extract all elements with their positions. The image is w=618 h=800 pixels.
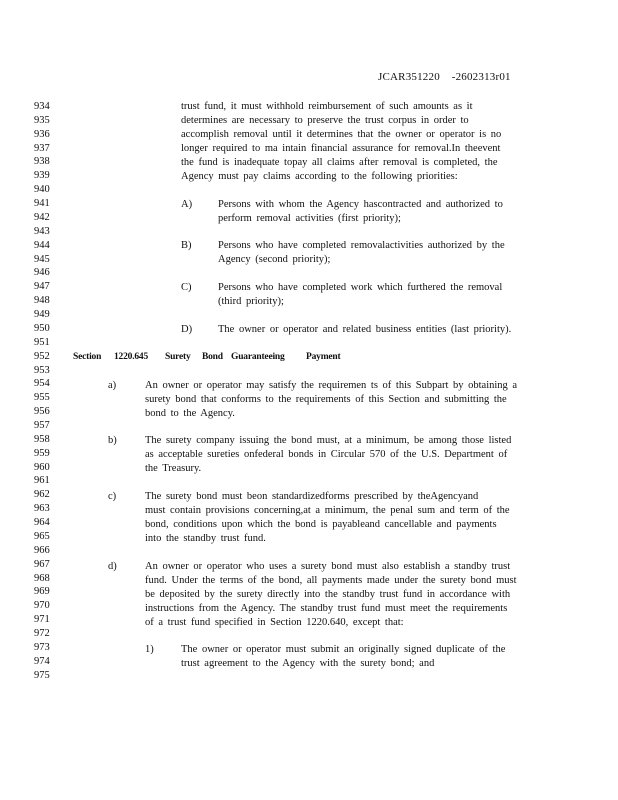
section-title-word: Guaranteeing — [231, 352, 285, 362]
text-line: must contain provisions concerning,at a minimum, the penal sum and term of the — [145, 505, 510, 516]
line-number: 970 — [34, 600, 50, 612]
text-line: bond, conditions upon which the bond is payableand cancellable and payments — [145, 519, 497, 530]
text-line: as acceptable sureties onfederal bonds in Circular 570 of the U.S. Department of — [145, 449, 508, 460]
text-line: Persons with whom the Agency hascontracted and authorized to — [218, 199, 503, 210]
section-word: Section — [73, 352, 102, 362]
text-line: be deposited by the surety directly into the standby trust fund in accordance with — [145, 589, 511, 600]
line-number: 939 — [34, 170, 50, 182]
line-number: 968 — [34, 572, 50, 584]
line-number: 965 — [34, 530, 50, 542]
line-number: 942 — [34, 211, 50, 223]
text-line: determines are necessary to preserve the trust corpus in order to — [181, 115, 469, 126]
text-line: Agency (second priority); — [218, 254, 331, 265]
text-line: (third priority); — [218, 296, 284, 307]
line-number: 963 — [34, 503, 50, 515]
section-title-word: Bond — [202, 352, 223, 362]
line-number: 956 — [34, 406, 50, 418]
subsection-label: d) — [108, 561, 117, 572]
item-label: 1) — [145, 644, 154, 655]
line-number: 934 — [34, 101, 50, 112]
line-number: 954 — [34, 378, 50, 390]
doc-id: JCAR351220 — [378, 71, 440, 83]
line-number: 952 — [34, 350, 50, 362]
line-number: 958 — [34, 433, 50, 445]
text-line: The owner or operator and related business entities (last priority). — [218, 324, 512, 335]
subsection-label: a) — [108, 380, 117, 391]
text-line: fund. Under the terms of the bond, all payments made under the surety bond must — [145, 575, 517, 586]
line-number: 962 — [34, 489, 50, 501]
line-number: 961 — [34, 475, 50, 487]
item-label: B) — [181, 240, 192, 251]
line-number: 964 — [34, 517, 50, 529]
text-line: trust fund, it must withhold reimbursement of such amounts as it — [181, 101, 473, 112]
line-number: 936 — [34, 128, 50, 140]
line-number: 941 — [34, 198, 50, 210]
text-line: An owner or operator may satisfy the requiremen ts of this Subpart by obtaining a — [145, 380, 518, 391]
line-number: 943 — [34, 225, 50, 237]
subsection-label: c) — [108, 491, 117, 502]
item-label: A) — [181, 199, 193, 210]
line-number: 959 — [34, 447, 50, 459]
text-line: the fund is inadequate topay all claims after removal is completed, the — [181, 157, 498, 168]
text-line: perform removal activities (first priority); — [218, 213, 401, 224]
text-line: accomplish removal until it determines that the owner or operator is no — [181, 129, 502, 140]
text-line: into the standby trust fund. — [145, 533, 266, 544]
line-number: 949 — [34, 309, 50, 321]
text-line: of a trust fund specified in Section 1220.640, except that: — [145, 617, 404, 628]
line-number: 972 — [34, 628, 50, 640]
line-number: 940 — [34, 184, 50, 196]
text-line: The surety company issuing the bond must, at a minimum, be among those listed — [145, 435, 512, 446]
text-line: the Treasury. — [145, 463, 202, 474]
text-line: trust agreement to the Agency with the surety bond; and — [181, 658, 435, 669]
text-line: An owner or operator who uses a surety bond must also establish a standby trust — [145, 561, 511, 572]
line-number: 948 — [34, 295, 50, 307]
line-number: 973 — [34, 641, 50, 653]
line-number: 953 — [34, 364, 50, 376]
line-number: 951 — [34, 336, 50, 348]
subsection-label: b) — [108, 435, 117, 446]
section-title-word: Surety — [165, 352, 191, 362]
line-number: 945 — [34, 253, 50, 265]
line-number: 935 — [34, 114, 50, 126]
line-number: 937 — [34, 142, 50, 154]
line-number: 957 — [34, 420, 50, 431]
text-line: surety bond that conforms to the requirements of this Section and submitting the — [145, 394, 507, 405]
text-line: Agency must pay claims according to the following priorities: — [181, 171, 458, 182]
item-label: C) — [181, 282, 192, 293]
text-line: Persons who have completed removalactivities authorized by the — [218, 240, 505, 251]
line-number: 960 — [34, 461, 50, 473]
line-number: 969 — [34, 586, 50, 598]
line-number: 966 — [34, 544, 50, 556]
section-number: 1220.645 — [114, 352, 149, 362]
line-number: 947 — [34, 281, 50, 293]
line-number: 971 — [34, 614, 50, 626]
line-number: 975 — [34, 669, 50, 681]
text-line: The surety bond must beon standardizedforms prescribed by theAgencyand — [145, 491, 479, 502]
text-line: instructions from the Agency. The standby trust fund must meet the requirements — [145, 603, 508, 614]
line-number: 967 — [34, 558, 50, 570]
section-title-word: Payment — [306, 352, 341, 362]
text-line: The owner or operator must submit an originally signed duplicate of the — [181, 644, 506, 655]
line-number: 950 — [34, 322, 50, 334]
text-line: longer required to ma intain financial assurance for removal.In theevent — [181, 143, 501, 154]
doc-rev: -2602313r01 — [451, 71, 511, 83]
header-doc-id — [378, 71, 511, 83]
line-number: 974 — [34, 655, 50, 667]
item-label: D) — [181, 324, 193, 335]
text-line: Persons who have completed work which furthered the removal — [218, 282, 503, 293]
line-number: 938 — [34, 156, 50, 168]
line-number: 944 — [34, 239, 50, 251]
line-number: 955 — [34, 392, 50, 404]
line-number: 946 — [34, 267, 50, 279]
text-line: bond to the Agency. — [145, 408, 235, 419]
